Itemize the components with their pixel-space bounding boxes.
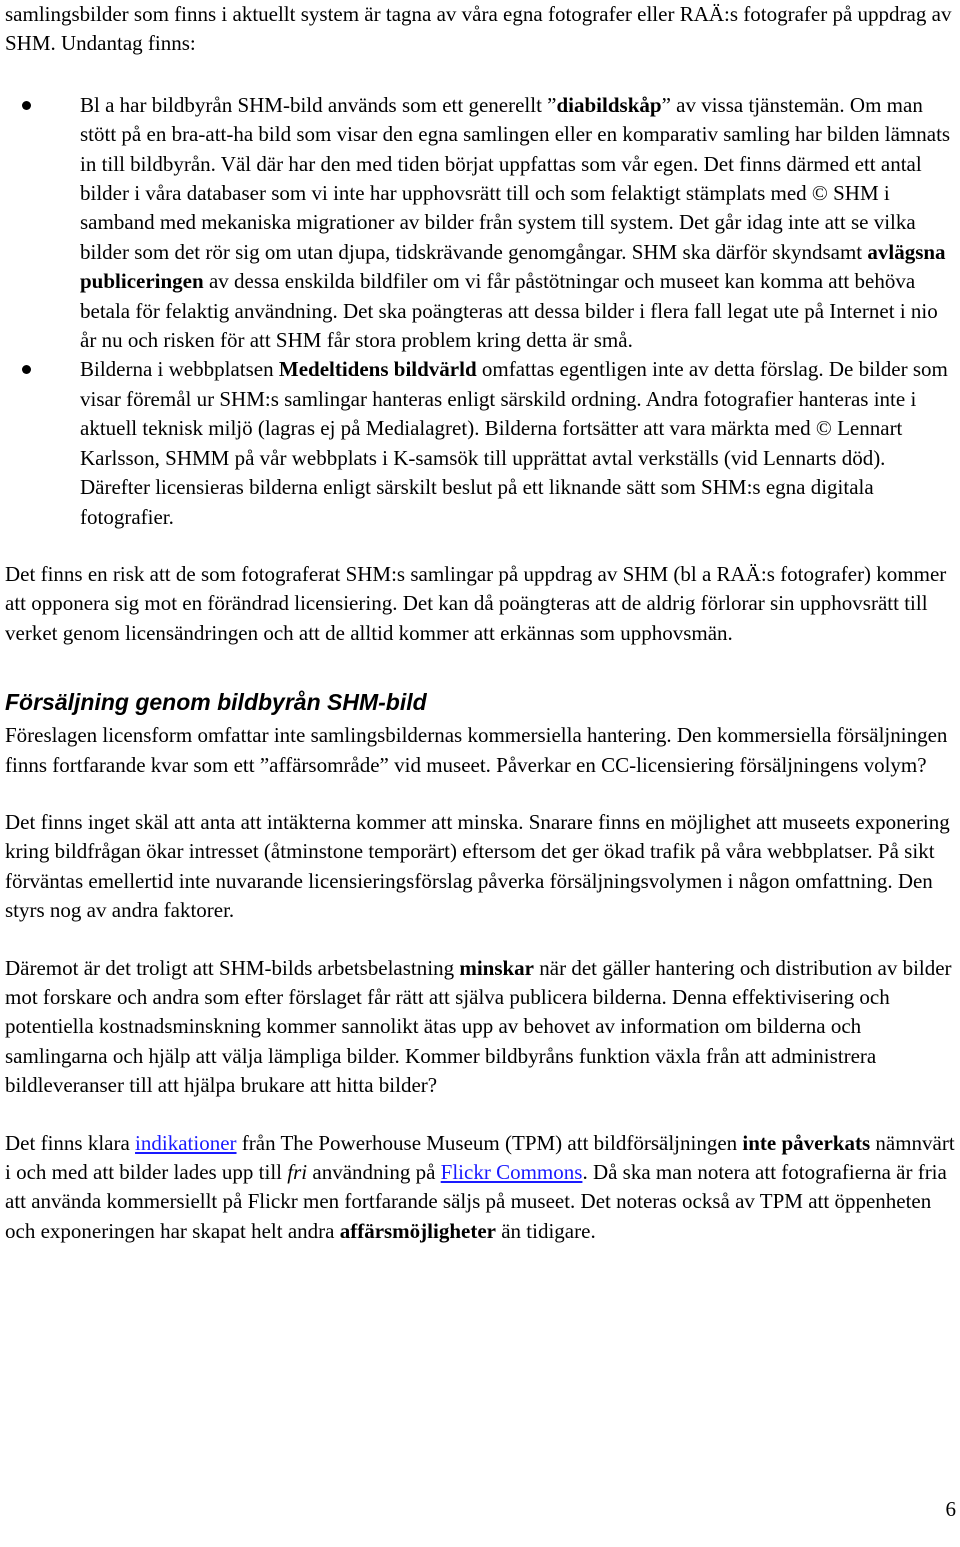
bullet-text: omfattas egentligen inte av detta förslag. De bilder som visar föremål ur SHM:s samlingar hanteras enligt särskild ordning. Andra fotografier hanteras inte i aktuell teknisk miljö (lagras ej på Medialagret). Bilderna fortsätter att vara märkta med © Lennart Karlsson, SHMM på vår webbplats i K-samsök till upprättat avtal verkställs (vid Lennarts död). Därefter licensieras bilderna enligt särskilt beslut på ett liknande sätt som SHM:s egna digitala fotografier. <box>80 357 948 529</box>
bullet-dot <box>22 101 31 110</box>
paragraph-text: nämnvärt i och med att bilder lades upp till <box>5 1130 955 1184</box>
paragraph-text: Det finns klara <box>5 1130 136 1155</box>
risk-paragraph <box>5 560 957 648</box>
paragraph-bold-text: minskar <box>459 955 535 980</box>
bullet-text: av dessa enskilda bildfiler om vi får påstötningar och museet kan komma att behöva betala för felaktig användning. Det ska poängteras att dessa bilder i flera fall legat ute på Internet i nio år nu och risken för att SHM får stora problem kring detta är små. <box>80 269 938 353</box>
bullet-dot <box>22 365 31 374</box>
intro-paragraph <box>5 0 957 59</box>
bullet-bold-text: avlägsna publiceringen <box>80 239 946 294</box>
intakter-text: Det finns inget skäl att anta att intäkterna kommer att minska. Snarare finns en möjlighet att museets exponering kring bildfrågan ökar intresset (åtminstone temporärt) eftersom det ger ökad trafik på våra webbplatser. På sikt förväntas emellertid inte nuvarande licensieringsförslag påverka försäljningsvolymen i någon omfattning. Den styrs nog av andra faktorer. <box>5 809 950 923</box>
flickr-commons-link[interactable]: Flickr Commons <box>440 1160 583 1184</box>
paragraph-text: när det gäller hantering och distribution av bilder mot forskare och andra som efter förslaget får rätt att själva publicera bilderna. Denna effektivisering och potentiella kostnadsminskning kommer sannolikt ätas upp av behovet av information om bilderna och samlingarna och hjälp att välja lämpliga bilder. Kommer bildbyråns funktion växla från att administrera bildleveranser till att hjälpa brukare att hitta bilder? <box>5 955 952 1098</box>
bullet-text: ” av vissa tjänstemän. Om man stött på en bra-att-ha bild som visar den egna samlingen eller en komparativ samling har bilden lämnats in till bildbyrån. Väl där har den med tiden börjat uppfattas som vår egen. Det finns därmed ett antal bilder i våra databaser som vi inte har upphovsrätt till och som felaktigt stämplats med © SHM i samband med mekaniska migrationer av bilder från system till system. Det går idag inte att se vilka bilder som det rör sig om utan djupa, tidskrävande genomgångar. SHM ska därför skyndsamt <box>80 92 951 264</box>
paragraph-bold-text: inte påverkats <box>742 1130 871 1155</box>
bullet-item-medeltidens-bildvarld <box>5 355 957 531</box>
tpm-paragraph <box>5 1129 957 1247</box>
paragraph-italic-text: fri <box>287 1160 308 1184</box>
paragraph-text: . Då ska man notera att fotografierna är fria att använda kommersiellt på Flickr men fortfarande säljs på museet. Det noteras också av TPM att öppenheten och exponeringen har skapat helt andra <box>5 1160 947 1243</box>
licensform-paragraph <box>5 721 957 780</box>
paragraph-text: Däremot är det troligt att SHM-bilds arbetsbelastning <box>5 955 460 980</box>
document-page <box>5 0 957 1246</box>
bullet-list <box>5 91 957 532</box>
bullet-bold-text: diabildskåp <box>556 92 662 117</box>
bullet-bold-text: Medeltidens bildvärld <box>278 357 477 382</box>
paragraph-text: användning på <box>307 1160 441 1184</box>
section-heading: Försäljning genom bildbyrån SHM-bild <box>5 689 427 716</box>
arbetsbelastning-paragraph <box>5 954 957 1101</box>
paragraph-text: från The Powerhouse Museum (TPM) att bildförsäljningen <box>236 1130 743 1155</box>
bullet-text: Bilderna i webbplatsen <box>80 357 279 382</box>
intro-text: samlingsbilder som finns i aktuellt system är tagna av våra egna fotografer eller RAÄ:s fotografer på uppdrag av SHM. Undantag finns: <box>5 2 952 56</box>
bullet-item-diabildskap <box>5 91 957 356</box>
bullet-text: Bl a har bildbyrån SHM-bild används som ett generellt ” <box>80 92 557 117</box>
paragraph-bold-text: affärsmöjligheter <box>339 1218 496 1243</box>
licensform-text: Föreslagen licensform omfattar inte samlingsbildernas kommersiella hantering. Den kommersiella försäljningen finns fortfarande kvar som ett ”affärsområde” vid museet. Påverkar en CC-licensiering försäljningens volym? <box>5 723 948 777</box>
paragraph-text: än tidigare. <box>495 1218 596 1243</box>
indikationer-link[interactable]: indikationer <box>135 1130 237 1155</box>
risk-text: Det finns en risk att de som fotograferat SHM:s samlingar på uppdrag av SHM (bl a RAÄ:s fotografer) kommer att opponera sig mot en förändrad licensiering. Det kan då poängteras att de aldrig förlorar sin upphovsrätt till verket genom licensändringen och att de alltid kommer att erkännas som upphovsmän. <box>5 561 947 645</box>
intakter-paragraph <box>5 808 957 926</box>
page-number: 6 <box>945 1497 956 1521</box>
